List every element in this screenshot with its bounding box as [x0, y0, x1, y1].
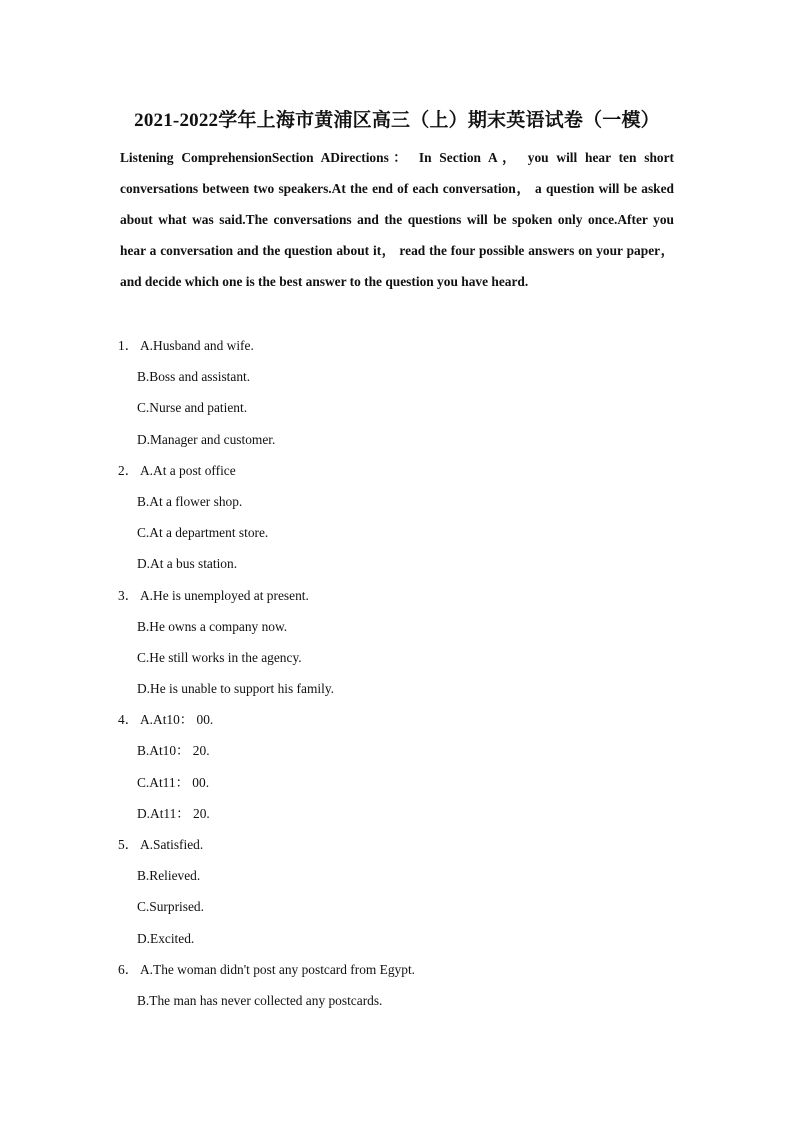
option-b: B.Relieved. — [137, 868, 201, 884]
option-d: D.He is unable to support his family. — [137, 681, 334, 697]
option-b: B.At a flower shop. — [137, 493, 243, 509]
option-b: B.Boss and assistant. — [137, 369, 251, 385]
question-number: 2． — [118, 462, 139, 478]
question-number: 5． — [118, 837, 139, 852]
option-a: A.He is unemployed at present. — [140, 587, 309, 603]
question-number: 1． — [118, 338, 139, 353]
option-c: C.Nurse and patient. — [137, 400, 248, 416]
question-number: 3． — [118, 587, 139, 603]
question-1 — [118, 330, 678, 455]
option-a: A.At a post office — [140, 462, 236, 478]
question-number: 4． — [118, 712, 139, 728]
option-c: C.Surprised. — [137, 899, 204, 915]
option-b: B.At10： 20. — [137, 743, 210, 759]
question-2 — [118, 455, 678, 580]
section-directions: Listening ComprehensionSection ADirections： In Section A， you will hear ten short conversations between two speakers.At the end of each conversation， a question will be asked about what was said.The conversations and the questions will be spoken only once.After you hear a conversation and the question about it， read the four possible answers on your paper，and decide which one is the best answer to the question you have heard. — [120, 150, 674, 289]
question-number: 6． — [118, 961, 139, 977]
question-5 — [118, 829, 678, 954]
option-c: C.At11： 00. — [137, 774, 210, 790]
option-c: C.He still works in the agency. — [137, 649, 302, 665]
question-6 — [118, 954, 678, 1016]
question-4 — [118, 704, 678, 829]
option-a: A.Husband and wife. — [140, 338, 254, 353]
option-d: D.At a bus station. — [137, 556, 238, 572]
question-3 — [118, 580, 678, 705]
option-d: D.At11： 20. — [137, 805, 210, 821]
option-d: D.Excited. — [137, 930, 195, 946]
option-b: B.He owns a company now. — [137, 618, 288, 634]
option-a: A.The woman didn't post any postcard from Egypt. — [140, 961, 416, 977]
question-list — [118, 330, 678, 1016]
option-c: C.At a department store. — [137, 525, 269, 541]
page-title: 2021-2022学年上海市黄浦区高三（上）期末英语试卷（一模） — [134, 110, 660, 131]
option-a: A.At10： 00. — [140, 712, 214, 728]
option-b: B.The man has never collected any postcards. — [137, 992, 383, 1008]
option-a: A.Satisfied. — [140, 837, 204, 852]
option-d: D.Manager and customer. — [137, 431, 276, 447]
